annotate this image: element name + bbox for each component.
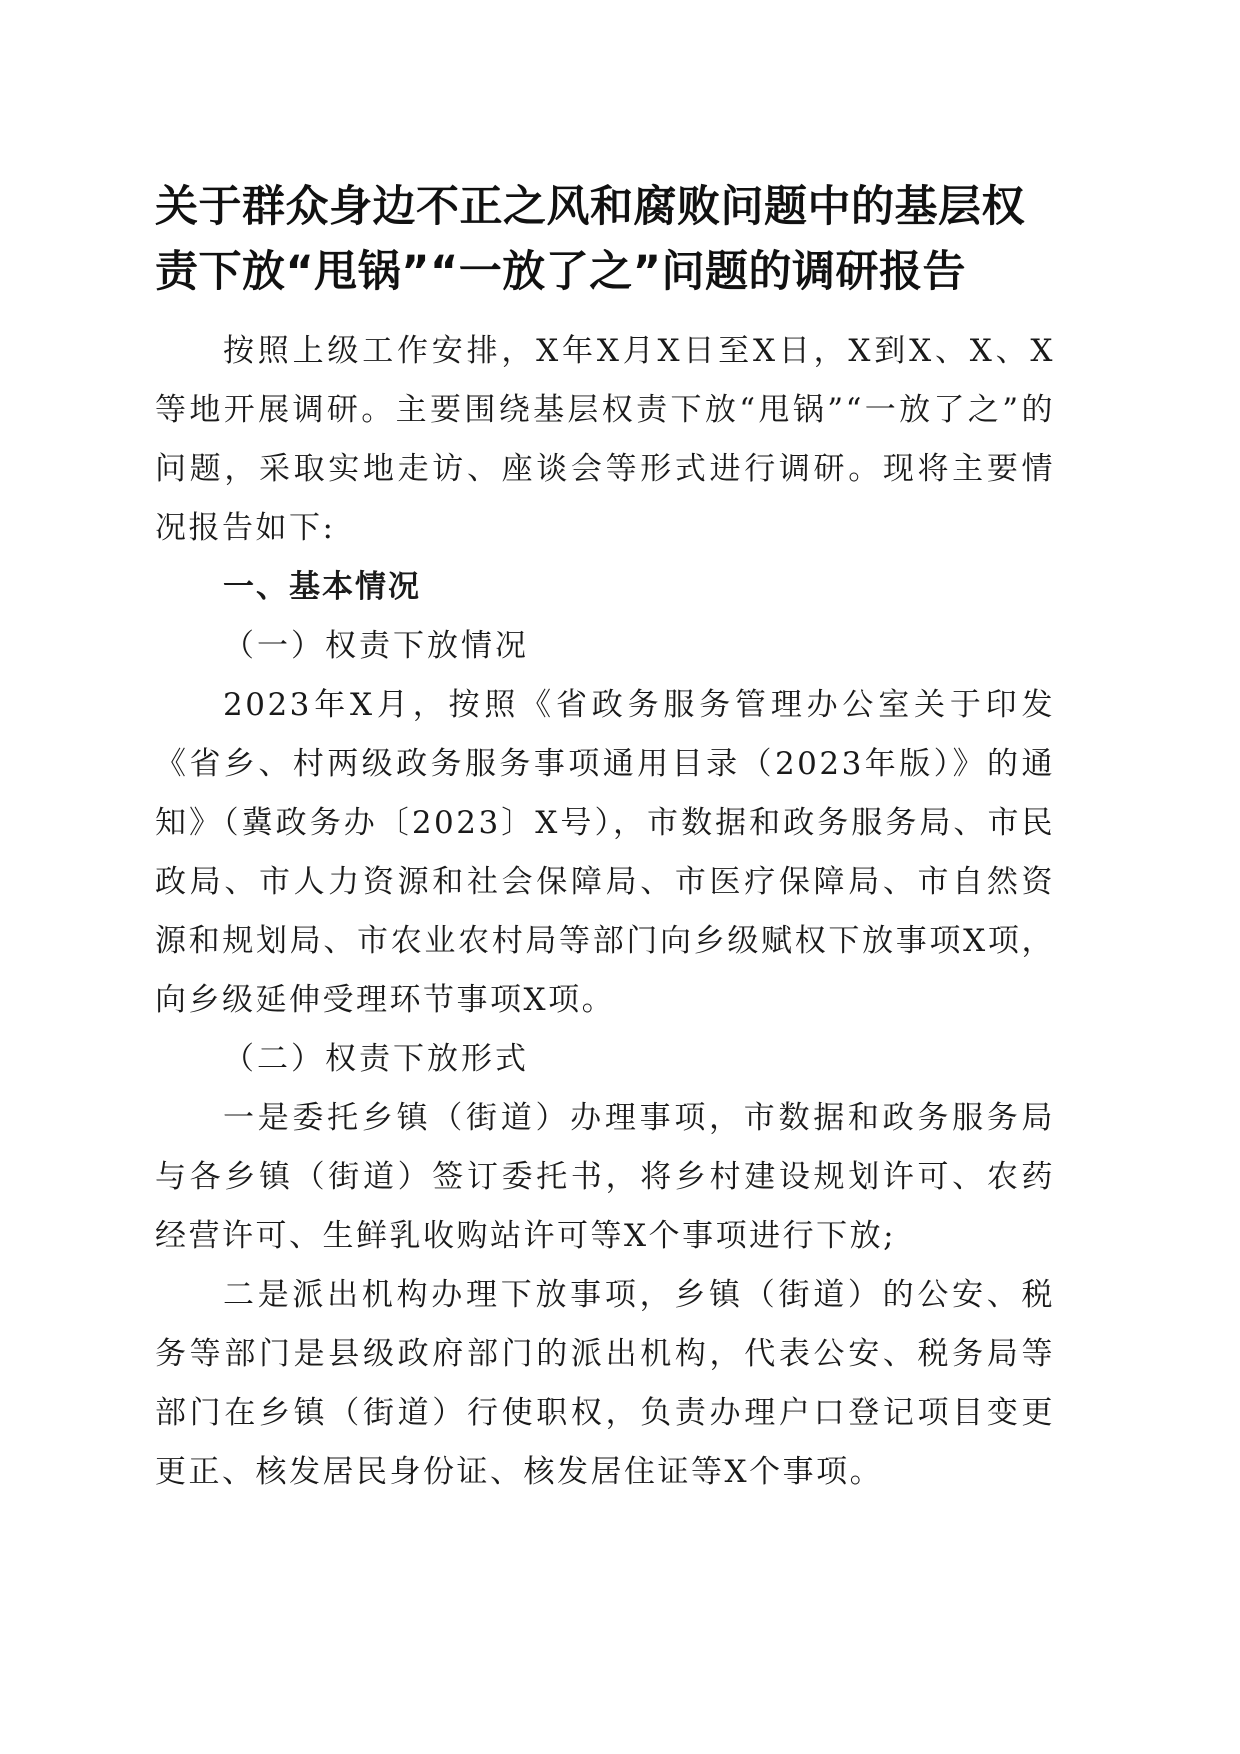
delegation-situation-paragraph: 2023年X月，按照《省政务服务管理办公室关于印发《省乡、村两级政务服务事项通用目录（2023年版）》的通知》（冀政务办〔2023〕X号），市数据和政务服务局、市民政局、市人力资源和社会保障局、市医疗保障局、市自然资源和规划局、市农业农村局等部门向乡级赋权下放事项X项，向乡级延伸受理环节事项X项。: [155, 687, 1055, 1018]
title-line-1: 关于群众身边不正之风和腐败问题中的基层权: [155, 182, 1025, 232]
document-body: [155, 322, 1055, 1502]
intro-paragraph: 按照上级工作安排，X年X月X日至X日，X到X、X、X等地开展调研。主要围绕基层权责下放“甩锅”“一放了之”的问题，采取实地走访、座谈会等形式进行调研。现将主要情况报告如下:: [155, 333, 1055, 546]
subsection-heading-delegation-form: （二）权责下放形式: [223, 1041, 529, 1077]
section-heading-basic-situation: 一、基本情况: [223, 569, 421, 605]
delegation-form-paragraph-2: 二是派出机构办理下放事项，乡镇（街道）的公安、税务等部门是县级政府部门的派出机构，代表公安、税务局等部门在乡镇（街道）行使职权，负责办理户口登记项目变更更正、核发居民身份证、核发居住证等X个事项。: [155, 1277, 1055, 1490]
subsection-heading-delegation-situation: （一）权责下放情况: [223, 628, 529, 664]
document-title: [155, 175, 1085, 305]
delegation-form-paragraph-1: 一是委托乡镇（街道）办理事项，市数据和政务服务局与各乡镇（街道）签订委托书，将乡村建设规划许可、农药经营许可、生鲜乳收购站许可等X个事项进行下放;: [155, 1100, 1055, 1254]
title-line-2: 责下放“甩锅”“一放了之”问题的调研报告: [155, 247, 967, 297]
